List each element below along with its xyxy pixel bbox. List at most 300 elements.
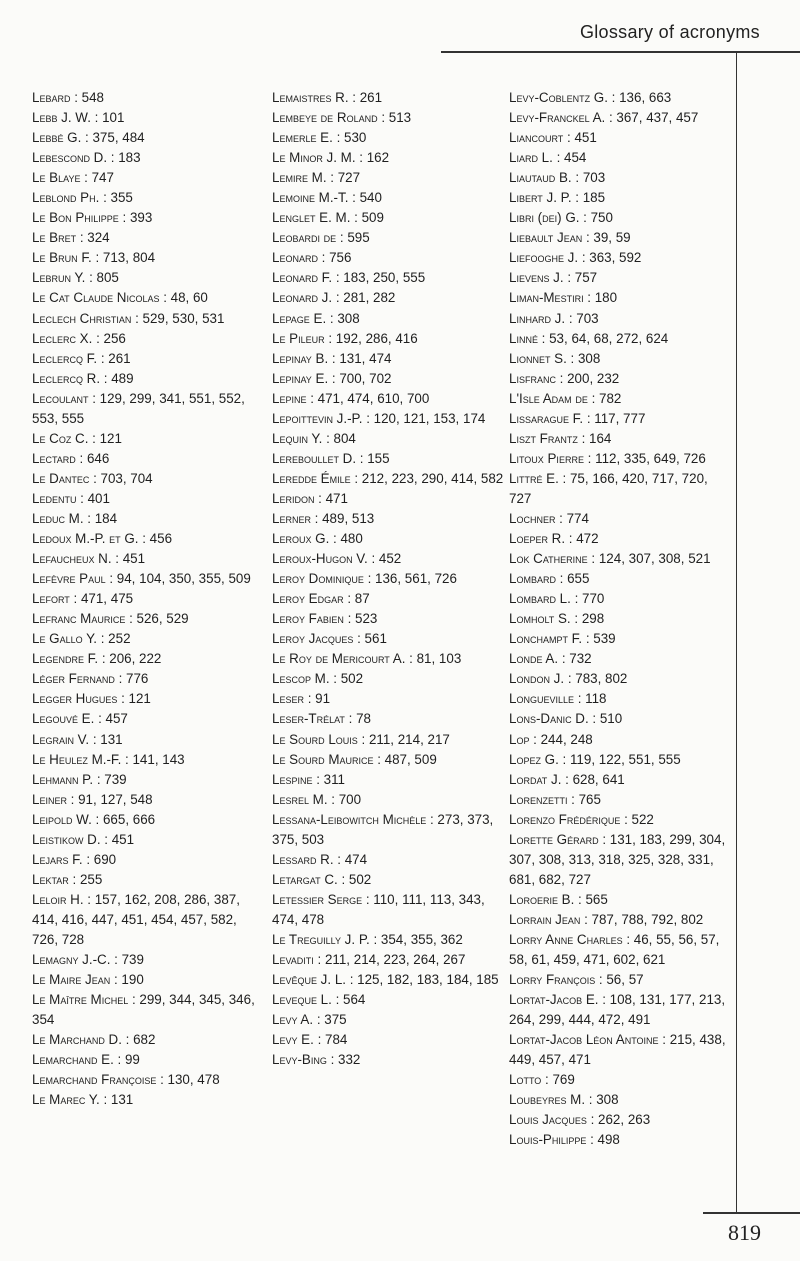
entry-name: Linhard J.	[509, 310, 566, 326]
entry-name: Lotto	[509, 1072, 542, 1088]
index-entry	[509, 1130, 731, 1150]
index-entry	[272, 489, 504, 509]
entry-name: Lemaistres R.	[272, 90, 349, 105]
entry-name: Legrain V.	[32, 731, 90, 747]
entry-pages: : 121	[88, 430, 122, 446]
entry-name: Lochner	[509, 510, 556, 526]
entry-name: Lorrain Jean	[509, 911, 581, 927]
entry-name: Leduc M.	[32, 510, 84, 526]
entry-pages: : 747	[80, 170, 114, 186]
index-entry	[272, 329, 504, 349]
entry-pages: : 471	[314, 490, 348, 506]
entry-name: Leredde Émile	[272, 470, 351, 486]
entry-name: Londe A.	[509, 651, 559, 667]
footer-rule	[703, 1212, 800, 1214]
entry-name: Lombard	[509, 571, 556, 587]
entry-name: Louis Jacques	[509, 1112, 587, 1128]
entry-name: Lepine	[272, 390, 307, 406]
entry-name: Lepinay E.	[272, 370, 329, 386]
entry-name: Lop	[509, 731, 530, 747]
entry-pages: : 732	[558, 651, 592, 667]
entry-pages: : 655	[555, 571, 590, 587]
entry-name: Lepinay B.	[272, 350, 329, 366]
index-entry	[32, 188, 262, 208]
entry-pages: : 81, 103	[405, 651, 462, 667]
entry-name: Lebard	[32, 90, 71, 105]
index-entry	[272, 649, 504, 669]
index-entry	[509, 1090, 731, 1110]
entry-pages: : 523	[343, 611, 378, 627]
entry-name: Lebrun Y.	[32, 270, 86, 286]
entry-pages: : 548	[70, 90, 104, 105]
entry-name: Lordat J.	[509, 771, 562, 787]
entry-name: Letargat C.	[272, 871, 338, 887]
entry-name: Léger Fernand	[32, 671, 115, 687]
entry-pages: : 804	[322, 430, 356, 446]
entry-name: Lembeye de Roland	[272, 110, 378, 126]
index-entry	[272, 309, 504, 329]
entry-pages: : 155	[356, 450, 390, 466]
index-entry	[272, 128, 504, 148]
entry-pages: : 261	[97, 350, 131, 366]
index-entry	[509, 409, 731, 429]
index-entry	[272, 930, 504, 950]
entry-pages: : 509	[350, 210, 384, 226]
entry-pages: : 244, 248	[529, 731, 593, 747]
index-entry	[272, 529, 504, 549]
index-entry	[509, 288, 731, 308]
index-entry	[509, 1110, 731, 1130]
index-entry	[509, 128, 731, 148]
entry-pages: : 471, 475	[69, 591, 134, 607]
entry-name: Leroux G.	[272, 531, 330, 547]
index-entry	[32, 469, 262, 489]
margin-rule	[736, 51, 737, 1212]
index-entry	[272, 850, 504, 870]
index-entry	[32, 830, 262, 850]
entry-name: Loeper R.	[509, 531, 566, 547]
entry-name: Liefooghe J.	[509, 250, 579, 266]
index-entry	[32, 1030, 262, 1050]
entry-name: Leonard	[272, 250, 318, 266]
entry-pages: : 112, 335, 649, 726	[583, 450, 706, 466]
entry-pages: : 308	[585, 1092, 619, 1108]
entry-pages: : 456	[138, 531, 173, 547]
entry-name: Levy-Bing	[272, 1052, 327, 1068]
index-entry	[272, 970, 504, 990]
index-entry	[509, 88, 731, 108]
entry-name: Lehmann P.	[32, 771, 94, 787]
index-entry	[509, 268, 731, 288]
entry-name: Le Bon Philippe	[32, 210, 119, 226]
index-entry	[272, 469, 504, 489]
entry-name: Leonard J.	[272, 290, 333, 306]
entry-name: Lisfranc	[509, 370, 556, 386]
entry-pages: : 451	[100, 831, 135, 847]
entry-name: Leclercq R.	[32, 370, 101, 386]
entry-pages: : 774	[555, 510, 589, 526]
entry-name: Levy-Coblentz G.	[509, 90, 608, 105]
index-entry	[272, 268, 504, 288]
index-entry	[509, 1070, 731, 1090]
entry-name: Liebault Jean	[509, 230, 583, 246]
index-entry	[509, 208, 731, 228]
entry-pages: : 91	[303, 691, 331, 707]
entry-name: London J.	[509, 671, 565, 687]
index-entry	[32, 128, 262, 148]
entry-pages: : 91, 127, 548	[66, 791, 153, 807]
entry-name: Levy E.	[272, 1032, 314, 1048]
entry-name: Lortat-Jacob E.	[509, 992, 599, 1008]
entry-pages: : 87	[343, 591, 370, 607]
entry-name: Lemagny J.-C.	[32, 952, 111, 968]
index-entry	[509, 148, 731, 168]
index-entry	[509, 469, 731, 509]
index-entry	[272, 750, 504, 770]
index-entry	[272, 950, 504, 970]
index-entry	[272, 108, 504, 128]
entry-name: Lorenzetti	[509, 791, 568, 807]
index-entry	[272, 88, 504, 108]
entry-pages: : 784	[313, 1032, 348, 1048]
entry-name: Legger Hugues	[32, 691, 118, 707]
entry-name: Le Dantec	[32, 470, 90, 486]
entry-pages: : 628, 641	[561, 771, 625, 787]
index-entry	[32, 208, 262, 228]
index-entry	[32, 1090, 262, 1110]
entry-pages: : 454	[552, 150, 587, 166]
entry-pages: : 703	[571, 170, 606, 186]
entry-name: Louis-Philippe	[509, 1132, 587, 1148]
index-column-2	[272, 88, 504, 1070]
index-entry	[272, 589, 504, 609]
entry-name: Le Gallo Y.	[32, 631, 98, 647]
entry-pages: : 471, 474, 610, 700	[306, 390, 430, 406]
entry-pages: : 273, 373, 375, 503	[272, 811, 494, 847]
index-entry	[509, 369, 731, 389]
entry-pages: : 480	[329, 531, 363, 547]
index-entry	[32, 850, 262, 870]
entry-pages: : 375, 484	[81, 130, 145, 146]
entry-name: Litoux Pierre	[509, 450, 584, 466]
index-entry	[32, 349, 262, 369]
index-entry	[509, 609, 731, 629]
entry-pages: : 665, 666	[91, 811, 156, 827]
entry-pages: : 565	[574, 891, 608, 907]
entry-name: Le Cat Claude Nicolas	[32, 290, 160, 306]
entry-name: Le Sourd Louis	[272, 731, 358, 747]
index-entry	[509, 649, 731, 669]
entry-name: Lortat-Jacob Léon Antoine	[509, 1032, 659, 1048]
entry-name: Le Maire Jean	[32, 972, 111, 988]
entry-name: Lionnet S.	[509, 350, 567, 366]
entry-pages: : 211, 214, 217	[357, 731, 450, 747]
entry-name: Lefaucheux N.	[32, 551, 112, 567]
index-entry	[509, 329, 731, 349]
index-entry	[32, 1070, 262, 1090]
index-entry	[272, 389, 504, 409]
entry-name: Lerner	[272, 510, 311, 526]
index-entry	[272, 669, 504, 689]
index-entry	[509, 429, 731, 449]
index-entry	[32, 389, 262, 429]
entry-pages: : 121	[117, 691, 151, 707]
entry-name: Leroux-Hugon V.	[272, 551, 368, 567]
entry-name: Lons-Danic D.	[509, 711, 589, 727]
entry-name: Lefort	[32, 591, 70, 607]
index-entry	[509, 730, 731, 750]
index-entry	[509, 389, 731, 409]
entry-pages: : 131, 183, 299, 304, 307, 308, 313, 318, 325, 328, 331, 681, 682, 727	[509, 831, 726, 887]
entry-pages: : 451	[563, 130, 597, 146]
index-entry	[272, 409, 504, 429]
entry-name: Lok Catherine	[509, 551, 588, 567]
entry-name: Leveque L.	[272, 992, 332, 1008]
index-entry	[32, 730, 262, 750]
entry-pages: : 99	[113, 1052, 140, 1068]
index-entry	[32, 108, 262, 128]
index-entry	[32, 369, 262, 389]
entry-pages: : 564	[331, 992, 366, 1008]
entry-pages: : 787, 788, 792, 802	[580, 911, 704, 927]
index-entry	[509, 970, 731, 990]
entry-pages: : 783, 802	[564, 671, 628, 687]
entry-pages: : 472	[565, 531, 599, 547]
index-entry	[32, 950, 262, 970]
entry-name: Libert J. P.	[509, 190, 572, 206]
entry-name: Ledentu	[32, 490, 77, 506]
entry-pages: : 489, 513	[310, 510, 375, 526]
entry-pages: : 255	[68, 871, 103, 887]
entry-name: Leroy Jacques	[272, 631, 354, 647]
index-entry	[509, 509, 731, 529]
index-entry	[509, 750, 731, 770]
index-entry	[272, 429, 504, 449]
entry-pages: : 94, 104, 350, 355, 509	[105, 571, 251, 587]
entry-name: Le Pileur	[272, 330, 325, 346]
entry-pages: : 776	[114, 671, 149, 687]
entry-pages: : 393	[118, 210, 153, 226]
index-entry	[32, 168, 262, 188]
entry-pages: : 299, 344, 345, 346, 354	[32, 992, 255, 1028]
entry-name: Liard L.	[509, 150, 553, 166]
index-entry	[32, 629, 262, 649]
index-entry	[272, 770, 504, 790]
index-entry	[272, 810, 504, 850]
entry-name: Legouvé E.	[32, 711, 95, 727]
index-entry	[272, 790, 504, 810]
entry-pages: : 131	[89, 731, 123, 747]
entry-pages: : 131	[99, 1092, 134, 1108]
entry-pages: : 162	[355, 150, 390, 166]
entry-name: Le Sourd Maurice	[272, 751, 374, 767]
entry-pages: : 120, 121, 153, 174	[362, 410, 486, 426]
index-entry	[509, 529, 731, 549]
entry-pages: : 211, 214, 223, 264, 267	[313, 952, 466, 968]
index-entry	[32, 1050, 262, 1070]
entry-pages: : 281, 282	[332, 290, 396, 306]
entry-pages: : 180	[583, 290, 618, 306]
entry-pages: : 131, 474	[328, 350, 392, 366]
index-entry	[272, 148, 504, 168]
entry-pages: : 355	[99, 190, 133, 206]
entry-name: Lemarchand Françoise	[32, 1072, 157, 1088]
index-entry	[272, 349, 504, 369]
index-entry	[272, 990, 504, 1010]
entry-pages: : 757	[563, 270, 598, 286]
entry-pages: : 539	[582, 631, 616, 647]
entry-name: Le Treguilly J. P.	[272, 931, 370, 947]
entry-name: Le Blaye	[32, 170, 81, 186]
entry-pages: : 39, 59	[582, 230, 631, 246]
entry-pages: : 119, 122, 551, 555	[558, 751, 681, 767]
entry-name: Leiner	[32, 791, 67, 807]
index-entry	[272, 168, 504, 188]
index-entry	[272, 689, 504, 709]
entry-name: Lemire M.	[272, 170, 327, 186]
index-entry	[509, 890, 731, 910]
entry-pages: : 75, 166, 420, 717, 720, 727	[509, 470, 708, 506]
entry-name: Le Roy de Mericourt A.	[272, 651, 406, 667]
entry-name: Leroy Fabien	[272, 611, 344, 627]
index-entry	[32, 529, 262, 549]
entry-pages: : 765	[567, 791, 601, 807]
entry-pages: : 252	[97, 631, 131, 647]
header-rule	[441, 51, 800, 53]
entry-name: Lesrel M.	[272, 791, 328, 807]
entry-pages: : 375	[313, 1012, 347, 1028]
entry-name: Lemoine M.-T.	[272, 190, 349, 206]
entry-pages: : 192, 286, 416	[324, 330, 418, 346]
entry-name: Libri (dei) G.	[509, 210, 580, 226]
index-entry	[32, 228, 262, 248]
entry-pages: : 117, 777	[583, 410, 646, 426]
entry-name: Le Minor J. M.	[272, 150, 356, 166]
index-entry	[509, 309, 731, 329]
index-entry	[509, 810, 731, 830]
entry-pages: : 311	[312, 771, 345, 787]
entry-pages: : 261	[348, 90, 383, 105]
entry-name: Levy A.	[272, 1012, 314, 1028]
index-entry	[272, 228, 504, 248]
entry-pages: : 157, 162, 208, 286, 387, 414, 416, 447, 451, 454, 457, 582, 726, 728	[32, 891, 240, 947]
index-entry	[32, 890, 262, 950]
index-entry	[272, 248, 504, 268]
entry-pages: : 727	[326, 170, 361, 186]
page-title: Glossary of acronyms	[579, 22, 760, 42]
entry-pages: : 522	[620, 811, 654, 827]
entry-pages: : 703, 704	[89, 470, 153, 486]
entry-name: Lorry Anne Charles	[509, 931, 623, 947]
entry-pages: : 354, 355, 362	[369, 931, 463, 947]
entry-name: Leser-Trélat	[272, 711, 345, 727]
entry-pages: : 513	[377, 110, 412, 126]
index-column-1	[32, 88, 262, 1110]
entry-pages: : 529, 530, 531	[131, 310, 225, 326]
entry-pages: : 363, 592	[578, 250, 642, 266]
index-entry	[272, 449, 504, 469]
entry-pages: : 489	[100, 370, 134, 386]
entry-pages: : 646	[75, 450, 110, 466]
index-entry	[272, 549, 504, 569]
index-entry	[509, 830, 731, 890]
index-entry	[509, 589, 731, 609]
index-entry	[272, 1050, 504, 1070]
entry-name: Loubeyres M.	[509, 1092, 586, 1108]
entry-pages: : 451	[111, 551, 146, 567]
index-column-3	[509, 88, 731, 1150]
entry-name: Lombard L.	[509, 591, 571, 607]
entry-name: Liancourt	[509, 130, 564, 146]
entry-name: Leloir H.	[32, 891, 84, 907]
index-entry	[509, 629, 731, 649]
entry-name: Leobardi de	[272, 230, 337, 246]
index-entry	[509, 549, 731, 569]
entry-pages: : 129, 299, 341, 551, 552, 553, 555	[32, 390, 245, 426]
entry-name: Levy-Franckel A.	[509, 110, 606, 126]
entry-pages: : 502	[329, 671, 364, 687]
entry-name: Lespine	[272, 771, 313, 787]
index-entry	[32, 268, 262, 288]
index-entry	[272, 1010, 504, 1030]
entry-name: Leclech Christian	[32, 310, 132, 326]
entry-pages: : 452	[367, 551, 402, 567]
index-entry	[272, 870, 504, 890]
entry-name: Lopez G.	[509, 751, 559, 767]
entry-pages: : 595	[336, 230, 370, 246]
entry-pages: : 183, 250, 555	[332, 270, 426, 286]
entry-name: Legendre F.	[32, 651, 99, 667]
entry-pages: : 141, 143	[121, 751, 185, 767]
entry-name: Lefranc Maurice	[32, 611, 126, 627]
entry-pages: : 136, 561, 726	[363, 571, 457, 587]
entry-pages: : 190	[110, 972, 144, 988]
entry-pages: : 308	[326, 310, 360, 326]
index-entry	[32, 248, 262, 268]
entry-name: Leridon	[272, 490, 315, 506]
entry-name: Lequin Y.	[272, 430, 323, 446]
entry-name: Lonchampt F.	[509, 631, 583, 647]
entry-name: L'Isle Adam de	[509, 390, 588, 406]
entry-pages: : 739	[93, 771, 127, 787]
entry-name: Lebbé G.	[32, 130, 82, 146]
entry-name: Lebescond D.	[32, 150, 108, 166]
index-entry	[32, 709, 262, 729]
entry-name: Lefèvre Paul	[32, 571, 106, 587]
entry-name: Lescop M.	[272, 671, 330, 687]
entry-name: Lorenzo Frédérique	[509, 811, 621, 827]
entry-name: Leroy Dominique	[272, 571, 364, 587]
entry-pages: : 367, 437, 457	[605, 110, 699, 126]
entry-name: Leistikow D.	[32, 831, 101, 847]
entry-pages: : 215, 438, 449, 457, 471	[509, 1032, 726, 1068]
index-entry	[272, 629, 504, 649]
entry-name: Leipold W.	[32, 811, 92, 827]
entry-name: Levêque J. L.	[272, 972, 346, 988]
entry-name: Le Maître Michel	[32, 992, 129, 1008]
entry-name: Lemerle E.	[272, 130, 333, 146]
entry-name: Leser	[272, 691, 304, 707]
entry-pages: : 124, 307, 308, 521	[587, 551, 711, 567]
entry-name: Linné	[509, 330, 538, 346]
entry-name: Lereboullet D.	[272, 450, 357, 466]
entry-pages: : 700	[327, 791, 362, 807]
index-entry	[32, 970, 262, 990]
entry-name: Lorry François	[509, 972, 596, 988]
entry-pages: : 474	[333, 851, 368, 867]
entry-pages: : 332	[326, 1052, 361, 1068]
entry-pages: : 805	[85, 270, 119, 286]
